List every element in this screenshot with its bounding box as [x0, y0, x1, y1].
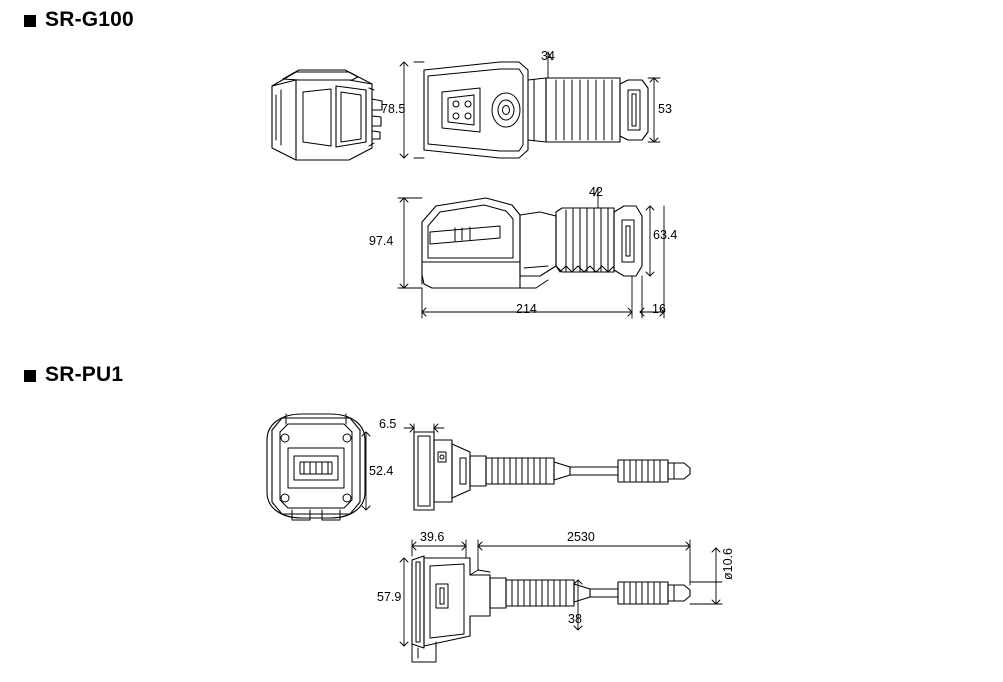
dimension-label-38: 38	[568, 612, 582, 626]
dimension-label-16: 16	[652, 302, 666, 316]
dimension-label-34: 34	[541, 49, 555, 63]
dimension-label-52-4: 52.4	[369, 464, 394, 478]
dimension-label-214: 214	[516, 302, 537, 316]
pu1-side-view	[412, 556, 690, 662]
dimension-label-6-5: 6.5	[379, 417, 397, 431]
dimension-label-42: 42	[589, 185, 603, 199]
pu1-front-view	[267, 414, 365, 520]
dimension-label-57-9: 57.9	[377, 590, 402, 604]
g100-perspective-view	[272, 70, 382, 160]
g100-top-view	[424, 62, 648, 158]
dimension-label-53: 53	[658, 102, 672, 116]
g100-side-dimensions	[398, 185, 664, 318]
dimension-label-97-4: 97.4	[369, 234, 394, 248]
dimension-label-78-5: 78.5	[381, 102, 406, 116]
dimension-label-39-6: 39.6	[420, 530, 445, 544]
section-title: SR-PU1	[45, 363, 124, 386]
g100-side-view	[422, 198, 642, 288]
section-title: SR-G100	[45, 8, 134, 31]
dimension-label-diameter-10-6: ø10.6	[721, 548, 735, 580]
pu1-top-view	[414, 432, 690, 510]
dimension-label-63-4: 63.4	[653, 228, 678, 242]
dimension-label-2530: 2530	[567, 530, 595, 544]
